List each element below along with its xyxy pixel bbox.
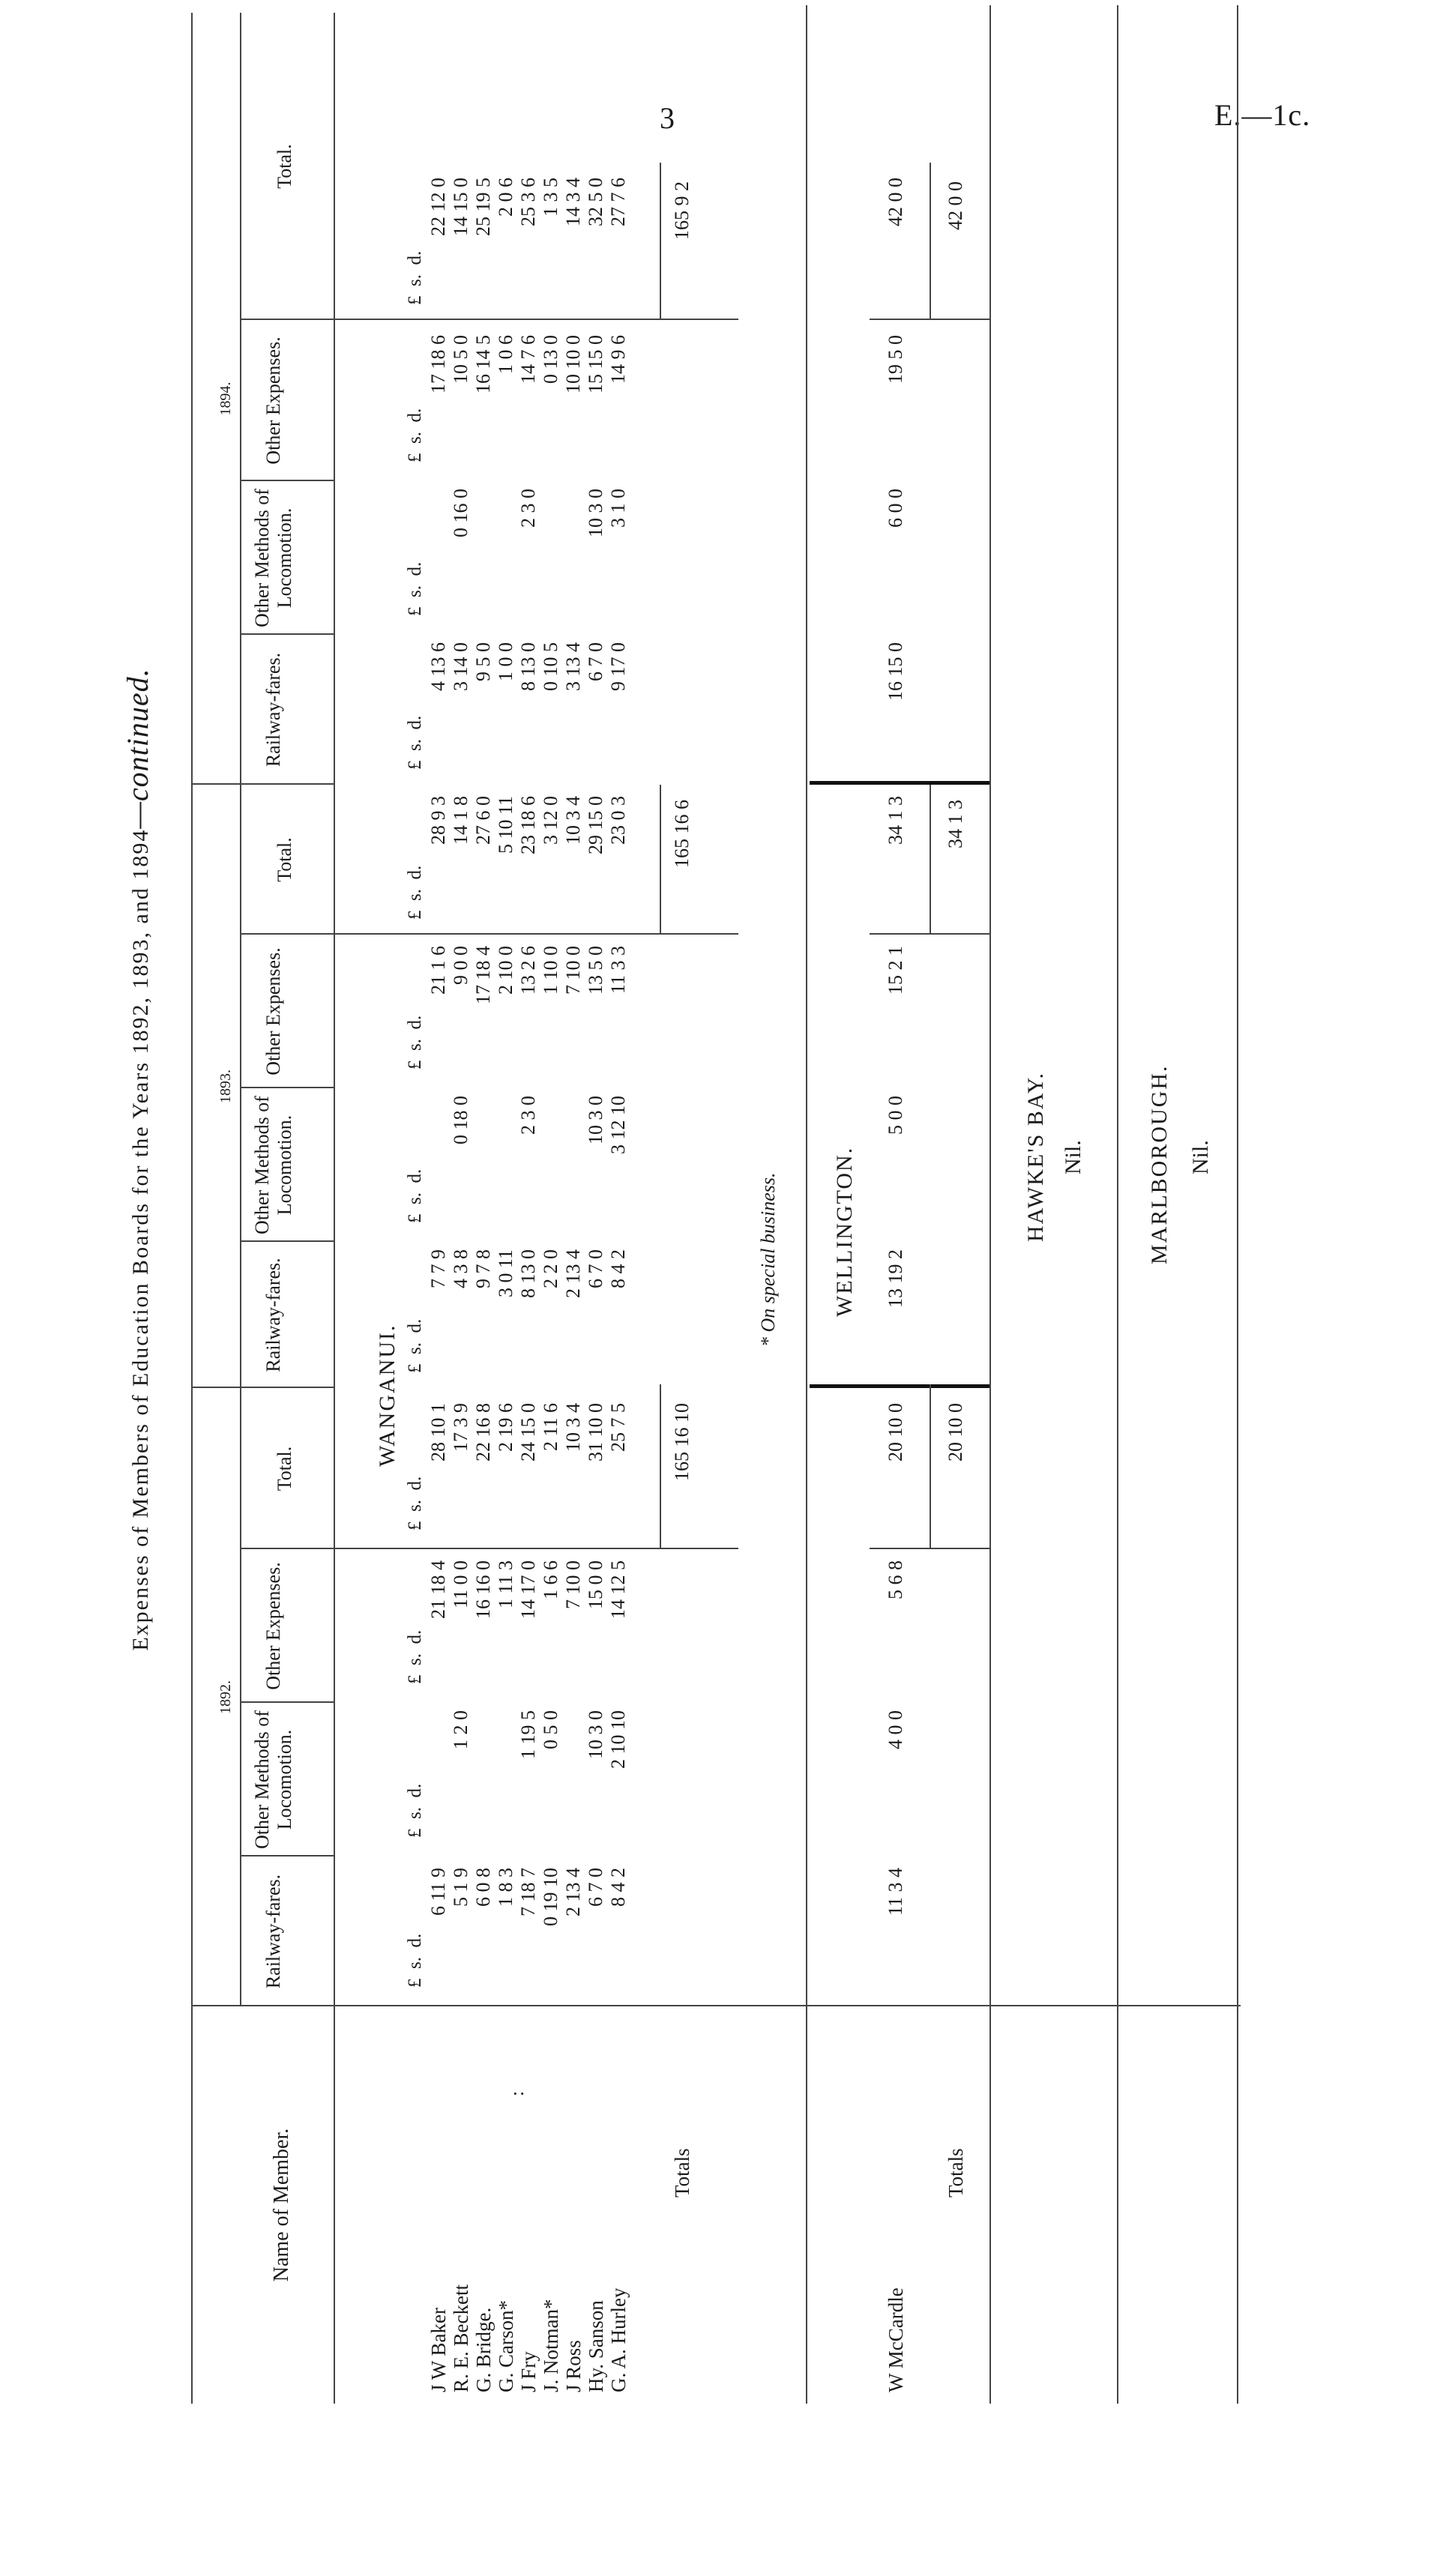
cell-other-methods-1893: 0 18 0 — [450, 1096, 472, 1144]
cell-other-expenses-1894: 15 15 0 — [585, 335, 606, 393]
name-column-header: Name of Member. — [270, 2128, 293, 2282]
region-marlborough: MARLBOROUGH. — [1147, 1064, 1172, 1264]
member-name: G. Bridge. — [472, 2307, 495, 2392]
total-1892: 165 16 10 — [671, 1403, 693, 1481]
region-hawkes-bay: HAWKE'S BAY. — [1023, 1071, 1048, 1242]
units-1892-railway: £ s. d. — [405, 1933, 425, 1988]
page-number: 3 — [660, 101, 675, 135]
cell-total-1892: 10 3 4 — [562, 1403, 584, 1452]
region-wanganui: WANGANUI. — [375, 1324, 400, 1467]
total-1892: 20 10 0 — [945, 1403, 966, 1462]
cell-railway-1892: 2 13 4 — [562, 1868, 584, 1916]
member-name: J Ross — [562, 2340, 585, 2392]
total-1894: 165 9 2 — [671, 181, 693, 240]
units-1894-railway: £ s. d. — [405, 715, 425, 770]
cell-other-expenses-1893: 9 0 0 — [450, 946, 472, 985]
col-total-1894: Total. — [274, 144, 295, 189]
cell-railway-1893: 6 7 0 — [585, 1249, 606, 1288]
cell-total-1893: 28 9 3 — [427, 796, 449, 845]
cell-other-expenses-1893: 1 10 0 — [540, 946, 561, 995]
cell-railway-1893: 9 7 8 — [472, 1249, 494, 1288]
cell-total-1894: 32 5 0 — [585, 178, 606, 226]
leader-dots: : — [506, 2090, 528, 2096]
cell-total-1894: 2 0 6 — [495, 178, 516, 217]
footnote: * On special business. — [757, 1172, 779, 1347]
cell-other-expenses-1892: 5 6 8 — [885, 1560, 906, 1599]
cell-other-methods-1894: 0 16 0 — [450, 489, 472, 537]
units-1892-other-methods: £ s. d. — [405, 1783, 425, 1838]
cell-total-1893: 10 3 4 — [562, 796, 584, 845]
cell-other-expenses-1892: 16 16 0 — [472, 1560, 494, 1619]
member-name: R. E. Beckett — [450, 2284, 472, 2392]
cell-total-1894: 27 7 6 — [607, 178, 629, 226]
units-1894-total: £ s. d. — [405, 250, 425, 305]
cell-other-expenses-1893: 17 18 4 — [472, 946, 494, 1004]
document-reference: E.—1c. — [1214, 98, 1311, 132]
cell-total-1892: 2 19 6 — [495, 1403, 516, 1452]
cell-total-1892: 24 15 0 — [517, 1403, 539, 1462]
cell-other-expenses-1894: 0 13 0 — [540, 335, 561, 384]
year-1893: 1893. — [217, 1070, 234, 1103]
member-name: Hy. Sanson — [585, 2300, 607, 2392]
cell-other-expenses-1894: 1 0 6 — [495, 335, 516, 374]
cell-other-expenses-1892: 1 11 3 — [495, 1560, 516, 1609]
cell-other-expenses-1894: 14 9 6 — [607, 335, 629, 384]
cell-other-methods-1892: 0 5 0 — [540, 1710, 561, 1749]
total-1894: 42 0 0 — [945, 181, 966, 230]
cell-total-1893: 27 6 0 — [472, 796, 494, 845]
units-1893-other-methods: £ s. d. — [405, 1168, 425, 1223]
cell-other-expenses-1892: 14 17 0 — [517, 1560, 539, 1619]
cell-railway-1894: 6 7 0 — [585, 642, 606, 681]
cell-other-expenses-1893: 13 2 6 — [517, 946, 539, 995]
member-name: G. A. Hurley — [607, 2287, 630, 2392]
cell-other-methods-1893: 5 0 0 — [885, 1096, 906, 1135]
cell-railway-1892: 7 18 7 — [517, 1868, 539, 1916]
cell-total-1892: 31 10 0 — [585, 1403, 606, 1462]
units-1894-other-methods: £ s. d. — [405, 561, 425, 616]
cell-railway-1894: 16 15 0 — [885, 642, 906, 701]
col-other-methods-1892: Other Methods of Locomotion. — [251, 1710, 295, 1849]
cell-other-methods-1892: 1 19 5 — [517, 1710, 539, 1759]
cell-railway-1894: 8 13 0 — [517, 642, 539, 691]
cell-total-1892: 28 10 1 — [427, 1403, 449, 1462]
cell-total-1894: 22 12 0 — [427, 178, 449, 236]
cell-total-1892: 20 10 0 — [885, 1403, 906, 1462]
cell-total-1894: 14 15 0 — [450, 178, 472, 236]
cell-total-1893: 23 18 6 — [517, 796, 539, 854]
col-railway-1894: Railway-fares. — [262, 652, 284, 767]
cell-total-1893: 14 1 8 — [450, 796, 472, 845]
cell-railway-1892: 1 8 3 — [495, 1868, 516, 1907]
col-other-expenses-1892: Other Expenses. — [262, 1562, 284, 1690]
units-1892-total: £ s. d. — [405, 1476, 425, 1530]
member-name: J. Notman* — [540, 2299, 562, 2392]
cell-railway-1894: 3 13 4 — [562, 642, 584, 691]
cell-railway-1892: 0 19 10 — [540, 1868, 561, 1926]
cell-other-expenses-1894: 10 5 0 — [450, 335, 472, 384]
units-1893-railway: £ s. d. — [405, 1318, 425, 1373]
cell-railway-1894: 9 5 0 — [472, 642, 494, 681]
cell-railway-1893: 3 0 11 — [495, 1249, 516, 1298]
total-1893: 165 16 6 — [671, 800, 693, 868]
cell-other-expenses-1894: 19 5 0 — [885, 335, 906, 384]
cell-railway-1894: 3 14 0 — [450, 642, 472, 691]
year-1892: 1892. — [217, 1680, 234, 1714]
cell-total-1892: 17 3 9 — [450, 1403, 472, 1452]
cell-railway-1892: 6 7 0 — [585, 1868, 606, 1907]
cell-other-expenses-1894: 17 18 6 — [427, 335, 449, 393]
cell-other-methods-1893: 2 3 0 — [517, 1096, 539, 1135]
member-name: J W Baker — [427, 2308, 450, 2392]
cell-railway-1892: 6 0 8 — [472, 1868, 494, 1907]
cell-railway-1892: 5 1 9 — [450, 1868, 472, 1907]
cell-other-expenses-1892: 21 18 4 — [427, 1560, 449, 1619]
units-1894-other-expenses: £ s. d. — [405, 408, 425, 462]
col-other-methods-1894: Other Methods of Locomotion. — [251, 489, 295, 627]
cell-railway-1893: 8 4 2 — [607, 1249, 629, 1288]
cell-total-1892: 2 11 6 — [540, 1403, 561, 1452]
cell-total-1894: 1 3 5 — [540, 178, 561, 217]
cell-total-1892: 25 7 5 — [607, 1403, 629, 1452]
cell-railway-1892: 6 11 9 — [427, 1868, 449, 1916]
cell-other-expenses-1892: 11 0 0 — [450, 1560, 472, 1609]
cell-total-1894: 14 3 4 — [562, 178, 584, 226]
cell-other-expenses-1893: 7 10 0 — [562, 946, 584, 995]
col-other-methods-1893: Other Methods of Locomotion. — [251, 1096, 295, 1234]
cell-other-methods-1894: 6 0 0 — [885, 489, 906, 528]
cell-total-1893: 23 0 3 — [607, 796, 629, 845]
units-1893-total: £ s. d. — [405, 865, 425, 920]
totals-label: Totals — [945, 2148, 967, 2198]
cell-railway-1893: 4 3 8 — [450, 1249, 472, 1288]
cell-other-methods-1893: 10 3 0 — [585, 1096, 606, 1144]
col-other-expenses-1893: Other Expenses. — [262, 947, 284, 1076]
cell-other-methods-1894: 3 1 0 — [607, 489, 629, 528]
cell-railway-1893: 8 13 0 — [517, 1249, 539, 1298]
cell-railway-1892: 11 3 4 — [885, 1868, 906, 1916]
cell-railway-1894: 1 0 0 — [495, 642, 516, 681]
cell-other-methods-1892: 1 2 0 — [450, 1710, 472, 1749]
cell-other-expenses-1893: 2 10 0 — [495, 946, 516, 995]
member-name: J Fry — [517, 2351, 540, 2392]
total-1893: 34 1 3 — [945, 800, 966, 848]
marlborough-nil: Nil. — [1188, 1140, 1213, 1174]
cell-other-expenses-1893: 21 1 6 — [427, 946, 449, 995]
region-wellington: WELLINGTON. — [832, 1146, 857, 1317]
cell-other-expenses-1892: 7 10 0 — [562, 1560, 584, 1609]
cell-railway-1893: 2 2 0 — [540, 1249, 561, 1288]
cell-total-1893: 29 15 0 — [585, 796, 606, 854]
col-railway-1892: Railway-fares. — [262, 1874, 284, 1989]
cell-other-methods-1892: 10 3 0 — [585, 1710, 606, 1759]
cell-other-methods-1894: 2 3 0 — [517, 489, 539, 528]
cell-total-1893: 34 1 3 — [885, 796, 906, 845]
table-title: Expenses of Members of Education Boards for the Years 1892, 1893, and 1894—continued. — [121, 668, 154, 1651]
totals-label: Totals — [671, 2148, 693, 2198]
cell-total-1893: 5 10 11 — [495, 796, 516, 854]
cell-other-methods-1893: 3 12 10 — [607, 1096, 629, 1154]
col-other-expenses-1894: Other Expenses. — [262, 337, 284, 465]
cell-other-methods-1894: 10 3 0 — [585, 489, 606, 537]
member-name: W McCardle — [885, 2287, 907, 2392]
cell-railway-1892: 8 4 2 — [607, 1868, 629, 1907]
member-name: G. Carson* — [495, 2300, 517, 2392]
cell-other-expenses-1894: 10 10 0 — [562, 335, 584, 393]
units-1893-other-expenses: £ s. d. — [405, 1015, 425, 1070]
cell-railway-1893: 13 19 2 — [885, 1249, 906, 1308]
cell-railway-1894: 9 17 0 — [607, 642, 629, 691]
cell-other-methods-1892: 4 0 0 — [885, 1710, 906, 1749]
cell-total-1892: 22 16 8 — [472, 1403, 494, 1462]
cell-other-expenses-1894: 14 7 6 — [517, 335, 539, 384]
year-1894: 1894. — [217, 381, 234, 416]
cell-other-expenses-1894: 16 14 5 — [472, 335, 494, 393]
cell-total-1893: 3 12 0 — [540, 796, 561, 845]
col-total-1892: Total. — [274, 1446, 295, 1491]
col-total-1893: Total. — [274, 837, 295, 882]
cell-railway-1894: 0 10 5 — [540, 642, 561, 691]
cell-other-expenses-1892: 14 12 5 — [607, 1560, 629, 1619]
cell-other-expenses-1893: 13 5 0 — [585, 946, 606, 995]
cell-total-1894: 25 19 5 — [472, 178, 494, 236]
cell-other-expenses-1892: 1 6 6 — [540, 1560, 561, 1599]
cell-railway-1893: 2 13 4 — [562, 1249, 584, 1298]
cell-total-1894: 42 0 0 — [885, 178, 906, 226]
cell-railway-1894: 4 13 6 — [427, 642, 449, 691]
cell-total-1894: 25 3 6 — [517, 178, 539, 226]
hawkes-bay-nil: Nil. — [1061, 1140, 1085, 1174]
cell-railway-1893: 7 7 9 — [427, 1249, 449, 1288]
cell-other-expenses-1893: 11 3 3 — [607, 946, 629, 995]
col-railway-1893: Railway-fares. — [262, 1258, 284, 1372]
cell-other-expenses-1892: 15 0 0 — [585, 1560, 606, 1609]
units-1892-other-expenses: £ s. d. — [405, 1629, 425, 1684]
cell-other-expenses-1893: 15 2 1 — [885, 946, 906, 995]
cell-other-methods-1892: 2 10 10 — [607, 1710, 629, 1769]
